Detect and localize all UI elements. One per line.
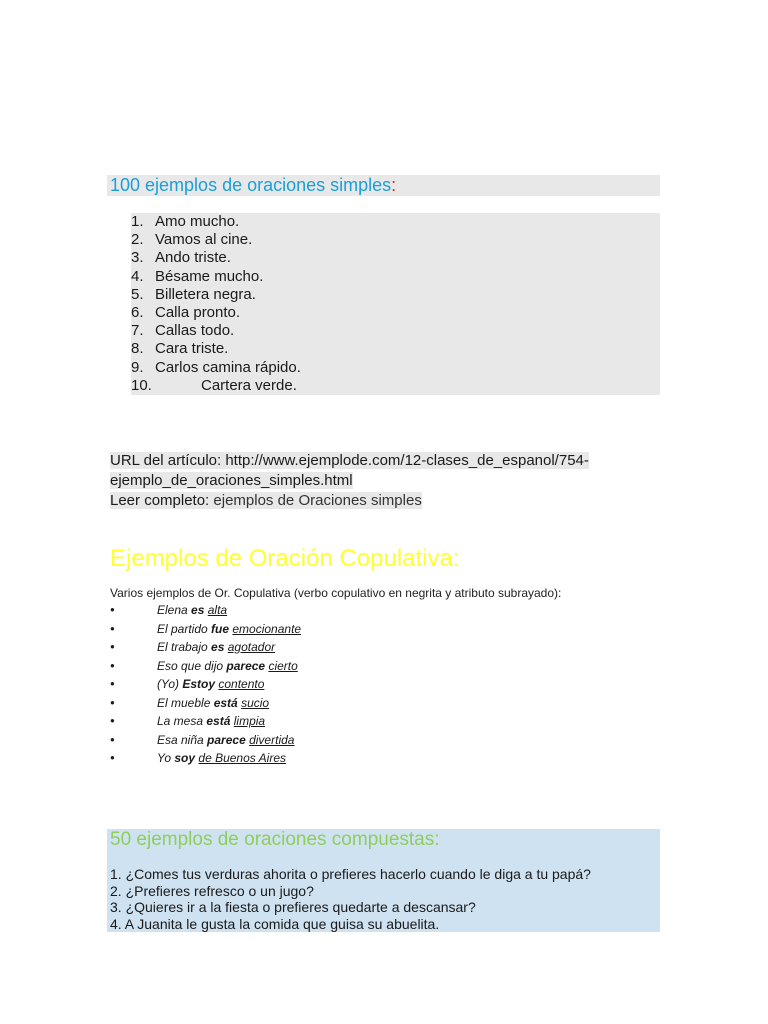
bullet-icon: ●	[110, 697, 115, 707]
bullet-icon: ●	[110, 642, 115, 651]
list-item: 2. Vamos al cine.	[131, 231, 253, 249]
simple-sentence-list	[131, 213, 660, 395]
compound-section-title: 50 ejemplos de oraciones compuestas:	[110, 829, 440, 850]
bullet-icon: ●	[110, 605, 115, 614]
article-url-line-1[interactable]: URL del artículo: http://www.ejemplode.com/12-clases_de_espanol/754-	[110, 452, 589, 469]
read-full-label: Leer completo:	[110, 492, 214, 509]
list-item: ● Yo soy de Buenos Aires	[110, 749, 670, 768]
list-item: 4. A Juanita le gusta la comida que guisa su abuelita.	[110, 915, 440, 932]
list-item: 3. ¿Quieres ir a la fiesta o prefieres quedarte a descansar?	[110, 899, 476, 916]
read-full-link[interactable]: ejemplos de Oraciones simples	[213, 492, 422, 509]
bullet-icon: ●	[110, 716, 115, 725]
list-item: 7. Callas todo.	[131, 322, 235, 340]
list-item: ● El mueble está sucio	[110, 694, 670, 713]
list-item: 1. Amo mucho.	[131, 213, 240, 230]
compound-list	[107, 866, 660, 932]
list-item: ● El partido fue emocionante	[110, 620, 670, 639]
bullet-icon: ●	[110, 734, 115, 744]
copulative-intro: Varios ejemplos de Or. Copulativa (verbo copulativo en negrita y atributo subrayado):	[110, 586, 562, 600]
list-item: 2. ¿Prefieres refresco o un jugo?	[110, 882, 314, 899]
simple-section-header	[107, 175, 660, 196]
simple-title-colon: :	[391, 175, 397, 195]
simple-title-text: 100 ejemplos de oraciones simples	[110, 175, 392, 195]
list-item: 4. Bésame mucho.	[131, 267, 264, 285]
list-item: 5. Billetera negra.	[131, 285, 256, 303]
list-item: ● Esa niña parece divertida	[110, 731, 670, 750]
copulative-section-title: Ejemplos de Oración Copulativa:	[110, 545, 460, 572]
list-item: 10. Cartera verde.	[131, 376, 297, 394]
list-item: ● Elena es alta	[110, 601, 670, 620]
list-item: 8. Cara triste.	[131, 340, 229, 358]
compound-section	[107, 829, 660, 932]
list-item: 1. ¿Comes tus verduras ahorita o prefieres hacerlo cuando le diga a tu papá?	[110, 866, 591, 882]
bullet-icon: ●	[110, 679, 115, 688]
list-item: ● Eso que dijo parece cierto	[110, 657, 670, 676]
bullet-icon: ●	[110, 753, 115, 762]
list-item: 6. Calla pronto.	[131, 303, 241, 321]
list-item: ● (Yo) Estoy contento	[110, 675, 670, 694]
copulative-list	[110, 601, 670, 768]
simple-section-title	[107, 175, 660, 196]
list-item: ● La mesa está limpia	[110, 712, 670, 731]
list-item: ● El trabajo es agotador	[110, 638, 670, 657]
list-item: 9. Carlos camina rápido.	[131, 358, 301, 376]
article-url-line-2[interactable]: ejemplo_de_oraciones_simples.html	[110, 472, 353, 489]
bullet-icon: ●	[110, 660, 115, 670]
list-item: 3. Ando triste.	[131, 249, 231, 267]
bullet-icon: ●	[110, 623, 115, 633]
article-url-block	[110, 451, 670, 511]
